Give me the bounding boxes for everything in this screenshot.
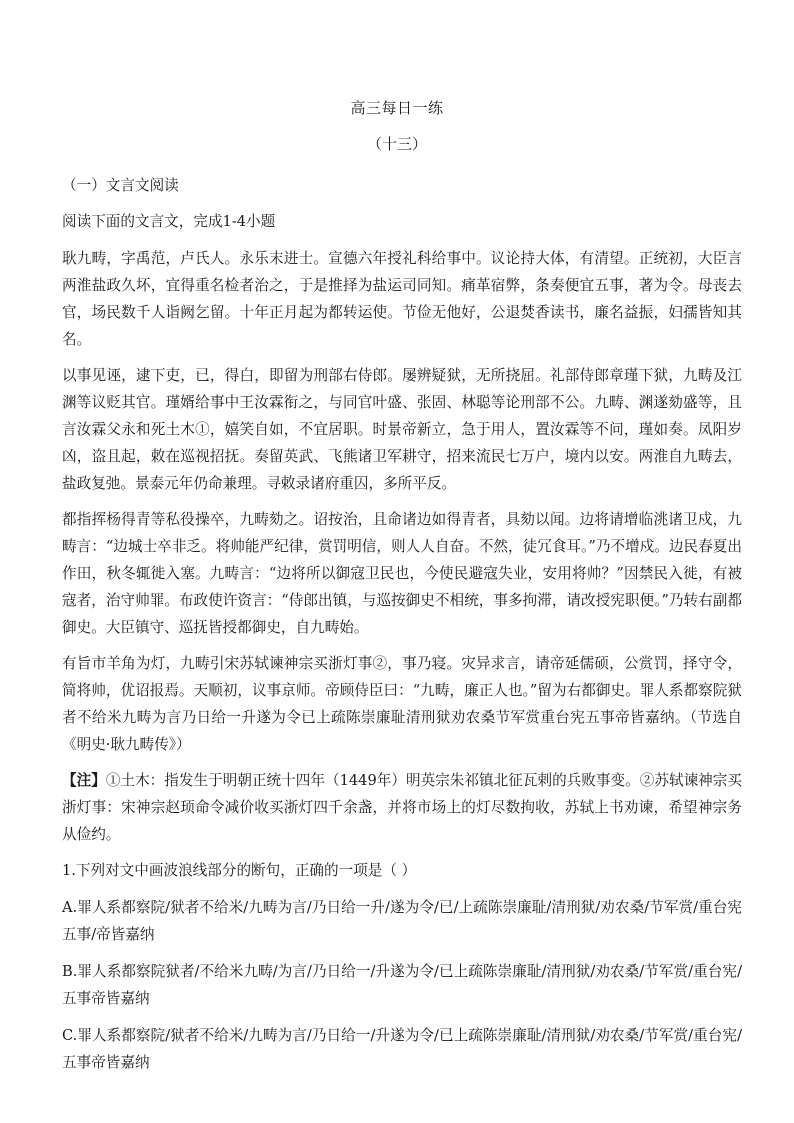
option-a: A.罪人系都察院/狱者不给米/九畴为言/乃日给一升/遂为令/已/上疏陈崇廉耻/清刑狱/劝农桑/节军赏/重台宪五事/帝皆嘉纳 <box>62 899 742 943</box>
option-c: C.罪人系都察院/狱者不给米/九畴为言/乃日给一/升遂为令/已上疏陈崇廉耻/清刑狱/劝农桑/节军赏/重台宪/五事帝皆嘉纳 <box>62 1027 742 1071</box>
passage-paragraph-2: 以事见诬，逮下吏，已，得白，即留为刑部右侍郎。屡辨疑狱，无所挠屈。礼部侍郎章瑾下狱，九畴及江渊等议贬其官。瑾婿给事中王汝霖衔之，与同官叶盛、张固、林聪等论刑部不公。九畴、渊遂劾盛等，且言汝霖父永和死土木①，嬉笑自如，不宜居职。时景帝新立，急于用人，置汝霖等不问，瑾如奏。凤阳岁凶，盗且起，敕在巡视招抚。奏留英武、飞熊诸卫军耕守，招来流民七万户，境内以安。两淮自九畴去，盐政复弛。景泰元年仍命兼理。寻敕录诸府重囚，多所平反。 <box>62 367 742 492</box>
passage-paragraph-1: 耿九畴，字禹范，卢氏人。永乐末进士。宣德六年授礼科给事中。议论持大体，有清望。正统初，大臣言两淮盐政久坏，宜得重名检者治之，于是推择为盐运司同知。痛革宿弊，条奏便宜五事，著为令。母丧去官，场民数千人诣阙乞留。十年正月起为都转运使。节俭无他好，公退焚香读书，廉名益振，妇孺皆知其名。 <box>62 250 742 348</box>
note-tag: 【注】 <box>62 772 106 789</box>
option-b: B.罪人系都察院狱者/不给米九畴/为言/乃日给一/升遂为令/已上疏陈崇廉耻/清刑狱/劝农桑/节军赏/重台宪/五事帝皆嘉纳 <box>62 963 742 1007</box>
reading-instruction: 阅读下面的文言文，完成1-4小题 <box>62 213 276 230</box>
document-body <box>62 172 742 1086</box>
page-title: 高三每日一练 <box>350 99 444 117</box>
passage-paragraph-3: 都指挥杨得青等私役操卒，九畴劾之。诏按治，且命诸边如得青者，具劾以闻。边将请增临洮诸卫戍，九畴言：“边城士卒非乏。将帅能严纪律，赏罚明信，则人人自奋。不然，徒冗食耳。”乃不增戍。边民春夏出作田，秋冬辄徙入塞。九畴言：“边将所以御寇卫民也，今使民避寇失业，安用将帅？”因禁民入徙，有被寇者，治守帅罪。布政使许资言：“侍郎出镇，与巡按御史不相统，事多拘滞，请改授宪职便。”乃转右副都御史。大臣镇守、巡抚皆授都御史，自九畴始。 <box>62 511 742 636</box>
page-subtitle: （十三） <box>366 135 427 153</box>
note-text: ①土木：指发生于明朝正统十四年（1449年）明英宗朱祁镇北征瓦剌的兵败事变。②苏轼谏神宗买浙灯事：宋神宗赵顼命令减价收买浙灯四千余盏，并将市场上的灯尽数拘收，苏轼上书劝谏，希望神宗务从俭约。 <box>62 772 742 843</box>
annotation-note <box>62 767 742 848</box>
question-stem: 1.下列对文中画波浪线部分的断句，正确的一项是（ ） <box>62 862 417 879</box>
passage-paragraph-4: 有旨市羊角为灯，九畴引宋苏轼谏神宗买浙灯事②，事乃寝。灾异求言，请帝延儒硕，公赏罚，择守令，简将帅，优诏报焉。天顺初，议事京师。帝顾侍臣曰：“九畴，廉正人也。”留为右都御史。罪人系都察院狱者不给米九畴为言乃日给一升遂为令已上疏陈崇廉耻清刑狱劝农桑节军赏重台宪五事帝皆嘉纳。（节选自《明史·耿九畴传》） <box>62 655 742 753</box>
section-heading: （一）文言文阅读 <box>62 177 179 194</box>
